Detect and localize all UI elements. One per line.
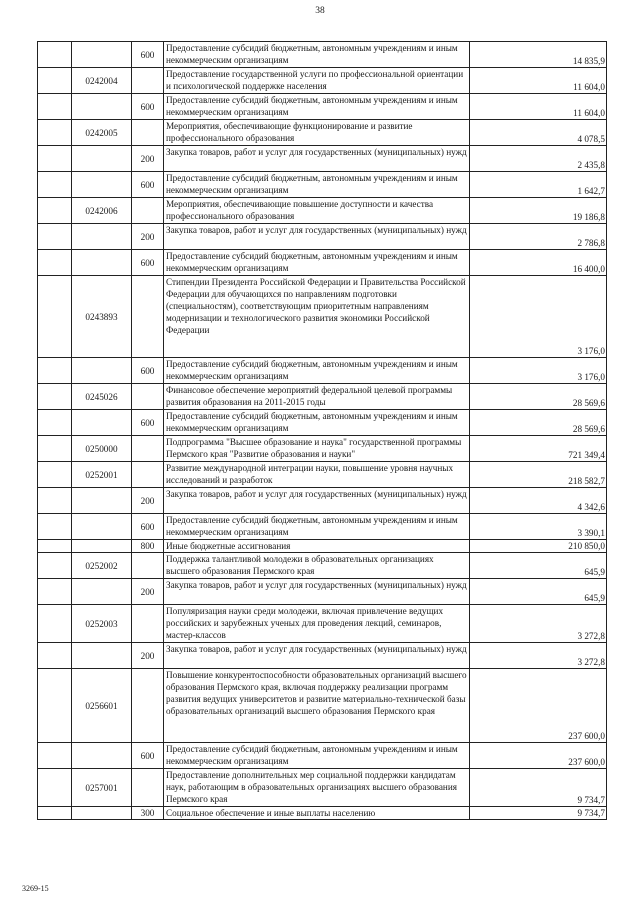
row-spacer-cell — [38, 769, 72, 807]
row-code: 0245026 — [72, 384, 132, 410]
table-row — [38, 553, 607, 579]
row-spacer-cell — [38, 146, 72, 172]
row-amount: 28 569,6 — [470, 384, 607, 410]
row-name: Предоставление субсидий бюджетным, автономным учреждениям и иным некоммерческим организациям — [164, 514, 470, 540]
row-name: Предоставление субсидий бюджетным, автономным учреждениям и иным некоммерческим организациям — [164, 94, 470, 120]
row-name: Предоставление субсидий бюджетным, автономным учреждениям и иным некоммерческим организациям — [164, 358, 470, 384]
row-code — [72, 540, 132, 553]
row-expense-type — [132, 198, 164, 224]
table-row — [38, 384, 607, 410]
row-spacer-cell — [38, 358, 72, 384]
row-spacer-cell — [38, 743, 72, 769]
row-spacer-cell — [38, 553, 72, 579]
table-row — [38, 605, 607, 643]
row-name: Закупка товаров, работ и услуг для государственных (муниципальных) нужд — [164, 579, 470, 605]
table-row — [38, 669, 607, 743]
table-row — [38, 224, 607, 250]
table-row — [38, 540, 607, 553]
row-spacer-cell — [38, 807, 72, 820]
row-spacer-cell — [38, 605, 72, 643]
table-row — [38, 94, 607, 120]
row-expense-type: 600 — [132, 42, 164, 68]
row-amount: 210 850,0 — [470, 540, 607, 553]
table-row — [38, 436, 607, 462]
row-code — [72, 488, 132, 514]
table-row — [38, 743, 607, 769]
row-code: 0242005 — [72, 120, 132, 146]
row-spacer-cell — [38, 94, 72, 120]
row-expense-type: 600 — [132, 358, 164, 384]
row-spacer-cell — [38, 68, 72, 94]
row-expense-type: 600 — [132, 410, 164, 436]
table-row — [38, 807, 607, 820]
row-code — [72, 42, 132, 68]
row-expense-type: 200 — [132, 579, 164, 605]
row-expense-type — [132, 436, 164, 462]
row-code — [72, 94, 132, 120]
row-expense-type — [132, 68, 164, 94]
row-amount: 2 435,8 — [470, 146, 607, 172]
table-row — [38, 250, 607, 276]
table-row — [38, 462, 607, 488]
row-code — [72, 146, 132, 172]
row-expense-type — [132, 669, 164, 743]
row-expense-type: 200 — [132, 488, 164, 514]
document-code: 3269-15 — [22, 884, 49, 893]
row-name: Предоставление дополнительных мер социальной поддержки кандидатам наук, работающим в образовательных организациях высшего образования Пермского края — [164, 769, 470, 807]
row-amount: 3 272,8 — [470, 605, 607, 643]
row-code: 0243893 — [72, 276, 132, 358]
row-code — [72, 410, 132, 436]
table-row — [38, 579, 607, 605]
table-row — [38, 358, 607, 384]
row-spacer-cell — [38, 198, 72, 224]
table-row — [38, 488, 607, 514]
row-name: Предоставление субсидий бюджетным, автономным учреждениям и иным некоммерческим организациям — [164, 410, 470, 436]
row-spacer-cell — [38, 643, 72, 669]
row-expense-type: 600 — [132, 514, 164, 540]
row-code — [72, 743, 132, 769]
row-amount: 645,9 — [470, 553, 607, 579]
row-expense-type — [132, 605, 164, 643]
row-code — [72, 172, 132, 198]
row-name: Закупка товаров, работ и услуг для государственных (муниципальных) нужд — [164, 643, 470, 669]
row-amount: 11 604,0 — [470, 94, 607, 120]
row-code — [72, 514, 132, 540]
table-row — [38, 146, 607, 172]
row-amount: 4 078,5 — [470, 120, 607, 146]
row-name: Мероприятия, обеспечивающие повышение доступности и качества профессионального образования — [164, 198, 470, 224]
row-expense-type — [132, 769, 164, 807]
row-amount: 9 734,7 — [470, 769, 607, 807]
row-spacer-cell — [38, 172, 72, 198]
row-expense-type: 200 — [132, 643, 164, 669]
row-code: 0242006 — [72, 198, 132, 224]
row-amount: 9 734,7 — [470, 807, 607, 820]
row-expense-type: 200 — [132, 146, 164, 172]
row-name: Социальное обеспечение и иные выплаты населению — [164, 807, 470, 820]
row-spacer-cell — [38, 462, 72, 488]
row-name: Предоставление субсидий бюджетным, автономным учреждениям и иным некоммерческим организациям — [164, 172, 470, 198]
row-amount: 3 272,8 — [470, 643, 607, 669]
row-code: 0252002 — [72, 553, 132, 579]
row-amount: 237 600,0 — [470, 669, 607, 743]
row-expense-type: 200 — [132, 224, 164, 250]
row-expense-type — [132, 384, 164, 410]
row-code — [72, 579, 132, 605]
row-amount: 3 390,1 — [470, 514, 607, 540]
row-spacer-cell — [38, 514, 72, 540]
row-code — [72, 358, 132, 384]
row-code — [72, 807, 132, 820]
row-code: 0250000 — [72, 436, 132, 462]
row-expense-type: 600 — [132, 743, 164, 769]
row-amount: 1 642,7 — [470, 172, 607, 198]
row-expense-type — [132, 553, 164, 579]
row-name: Закупка товаров, работ и услуг для государственных (муниципальных) нужд — [164, 488, 470, 514]
row-amount: 721 349,4 — [470, 436, 607, 462]
row-name: Иные бюджетные ассигнования — [164, 540, 470, 553]
row-code: 0252001 — [72, 462, 132, 488]
row-name: Поддержка талантливой молодежи в образовательных организациях высшего образования Пермского края — [164, 553, 470, 579]
table-row — [38, 120, 607, 146]
row-code — [72, 224, 132, 250]
row-spacer-cell — [38, 120, 72, 146]
row-name: Предоставление субсидий бюджетным, автономным учреждениям и иным некоммерческим организациям — [164, 42, 470, 68]
row-name: Популяризация науки среди молодежи, включая привлечение ведущих российских и зарубежных ученых для проведения лекций, семинаров, мастер-классов — [164, 605, 470, 643]
row-expense-type: 600 — [132, 250, 164, 276]
row-amount: 19 186,8 — [470, 198, 607, 224]
row-code: 0257001 — [72, 769, 132, 807]
row-code — [72, 643, 132, 669]
row-name: Повышение конкурентоспособности образовательных организаций высшего образования Пермского края, включая поддержку реализации программ развития ведущих университетов и развитие материально-технической базы образовательных организаций высшего образования Пермского края — [164, 669, 470, 743]
row-spacer-cell — [38, 540, 72, 553]
table-row — [38, 276, 607, 358]
row-name: Мероприятия, обеспечивающие функционирование и развитие профессионального образования — [164, 120, 470, 146]
row-amount: 14 835,9 — [470, 42, 607, 68]
row-amount: 218 582,7 — [470, 462, 607, 488]
row-spacer-cell — [38, 436, 72, 462]
row-spacer-cell — [38, 579, 72, 605]
row-code: 0256601 — [72, 669, 132, 743]
row-name: Подпрограмма "Высшее образование и наука" государственной программы Пермского края "Развитие образования и науки" — [164, 436, 470, 462]
row-spacer-cell — [38, 669, 72, 743]
row-amount: 3 176,0 — [470, 358, 607, 384]
row-amount: 11 604,0 — [470, 68, 607, 94]
row-amount: 4 342,6 — [470, 488, 607, 514]
row-name: Развитие международной интеграции науки, повышение уровня научных исследований и разработок — [164, 462, 470, 488]
row-spacer-cell — [38, 224, 72, 250]
row-spacer-cell — [38, 384, 72, 410]
row-spacer-cell — [38, 276, 72, 358]
row-name: Предоставление субсидий бюджетным, автономным учреждениям и иным некоммерческим организациям — [164, 250, 470, 276]
row-amount: 645,9 — [470, 579, 607, 605]
row-spacer-cell — [38, 42, 72, 68]
row-spacer-cell — [38, 410, 72, 436]
row-spacer-cell — [38, 250, 72, 276]
row-spacer-cell — [38, 488, 72, 514]
row-expense-type: 600 — [132, 172, 164, 198]
row-name: Закупка товаров, работ и услуг для государственных (муниципальных) нужд — [164, 224, 470, 250]
budget-table — [37, 41, 607, 820]
table-row — [38, 172, 607, 198]
table-row — [38, 42, 607, 68]
row-name: Финансовое обеспечение мероприятий федеральной целевой программы развития образования на 2011-2015 годы — [164, 384, 470, 410]
table-row — [38, 68, 607, 94]
row-name: Предоставление государственной услуги по профессиональной ориентации и психологической поддержке населения — [164, 68, 470, 94]
page-number: 38 — [315, 6, 325, 16]
row-expense-type: 600 — [132, 94, 164, 120]
row-expense-type — [132, 120, 164, 146]
table-row — [38, 410, 607, 436]
row-name: Стипендии Президента Российской Федерации и Правительства Российской Федерации для обучающихся по направлениям подготовки (специальностям), соответствующим приоритетным направлениям модернизации и технологического развития экономики Российской Федерации — [164, 276, 470, 358]
row-expense-type — [132, 462, 164, 488]
row-amount: 3 176,0 — [470, 276, 607, 358]
table-row — [38, 769, 607, 807]
table-row — [38, 514, 607, 540]
row-expense-type — [132, 276, 164, 358]
table-row — [38, 643, 607, 669]
row-amount: 237 600,0 — [470, 743, 607, 769]
row-code: 0242004 — [72, 68, 132, 94]
row-code — [72, 250, 132, 276]
row-amount: 28 569,6 — [470, 410, 607, 436]
row-name: Предоставление субсидий бюджетным, автономным учреждениям и иным некоммерческим организациям — [164, 743, 470, 769]
table-row — [38, 198, 607, 224]
table-body — [38, 42, 607, 820]
row-amount: 2 786,8 — [470, 224, 607, 250]
row-expense-type: 300 — [132, 807, 164, 820]
row-code: 0252003 — [72, 605, 132, 643]
row-amount: 16 400,0 — [470, 250, 607, 276]
row-expense-type: 800 — [132, 540, 164, 553]
row-name: Закупка товаров, работ и услуг для государственных (муниципальных) нужд — [164, 146, 470, 172]
